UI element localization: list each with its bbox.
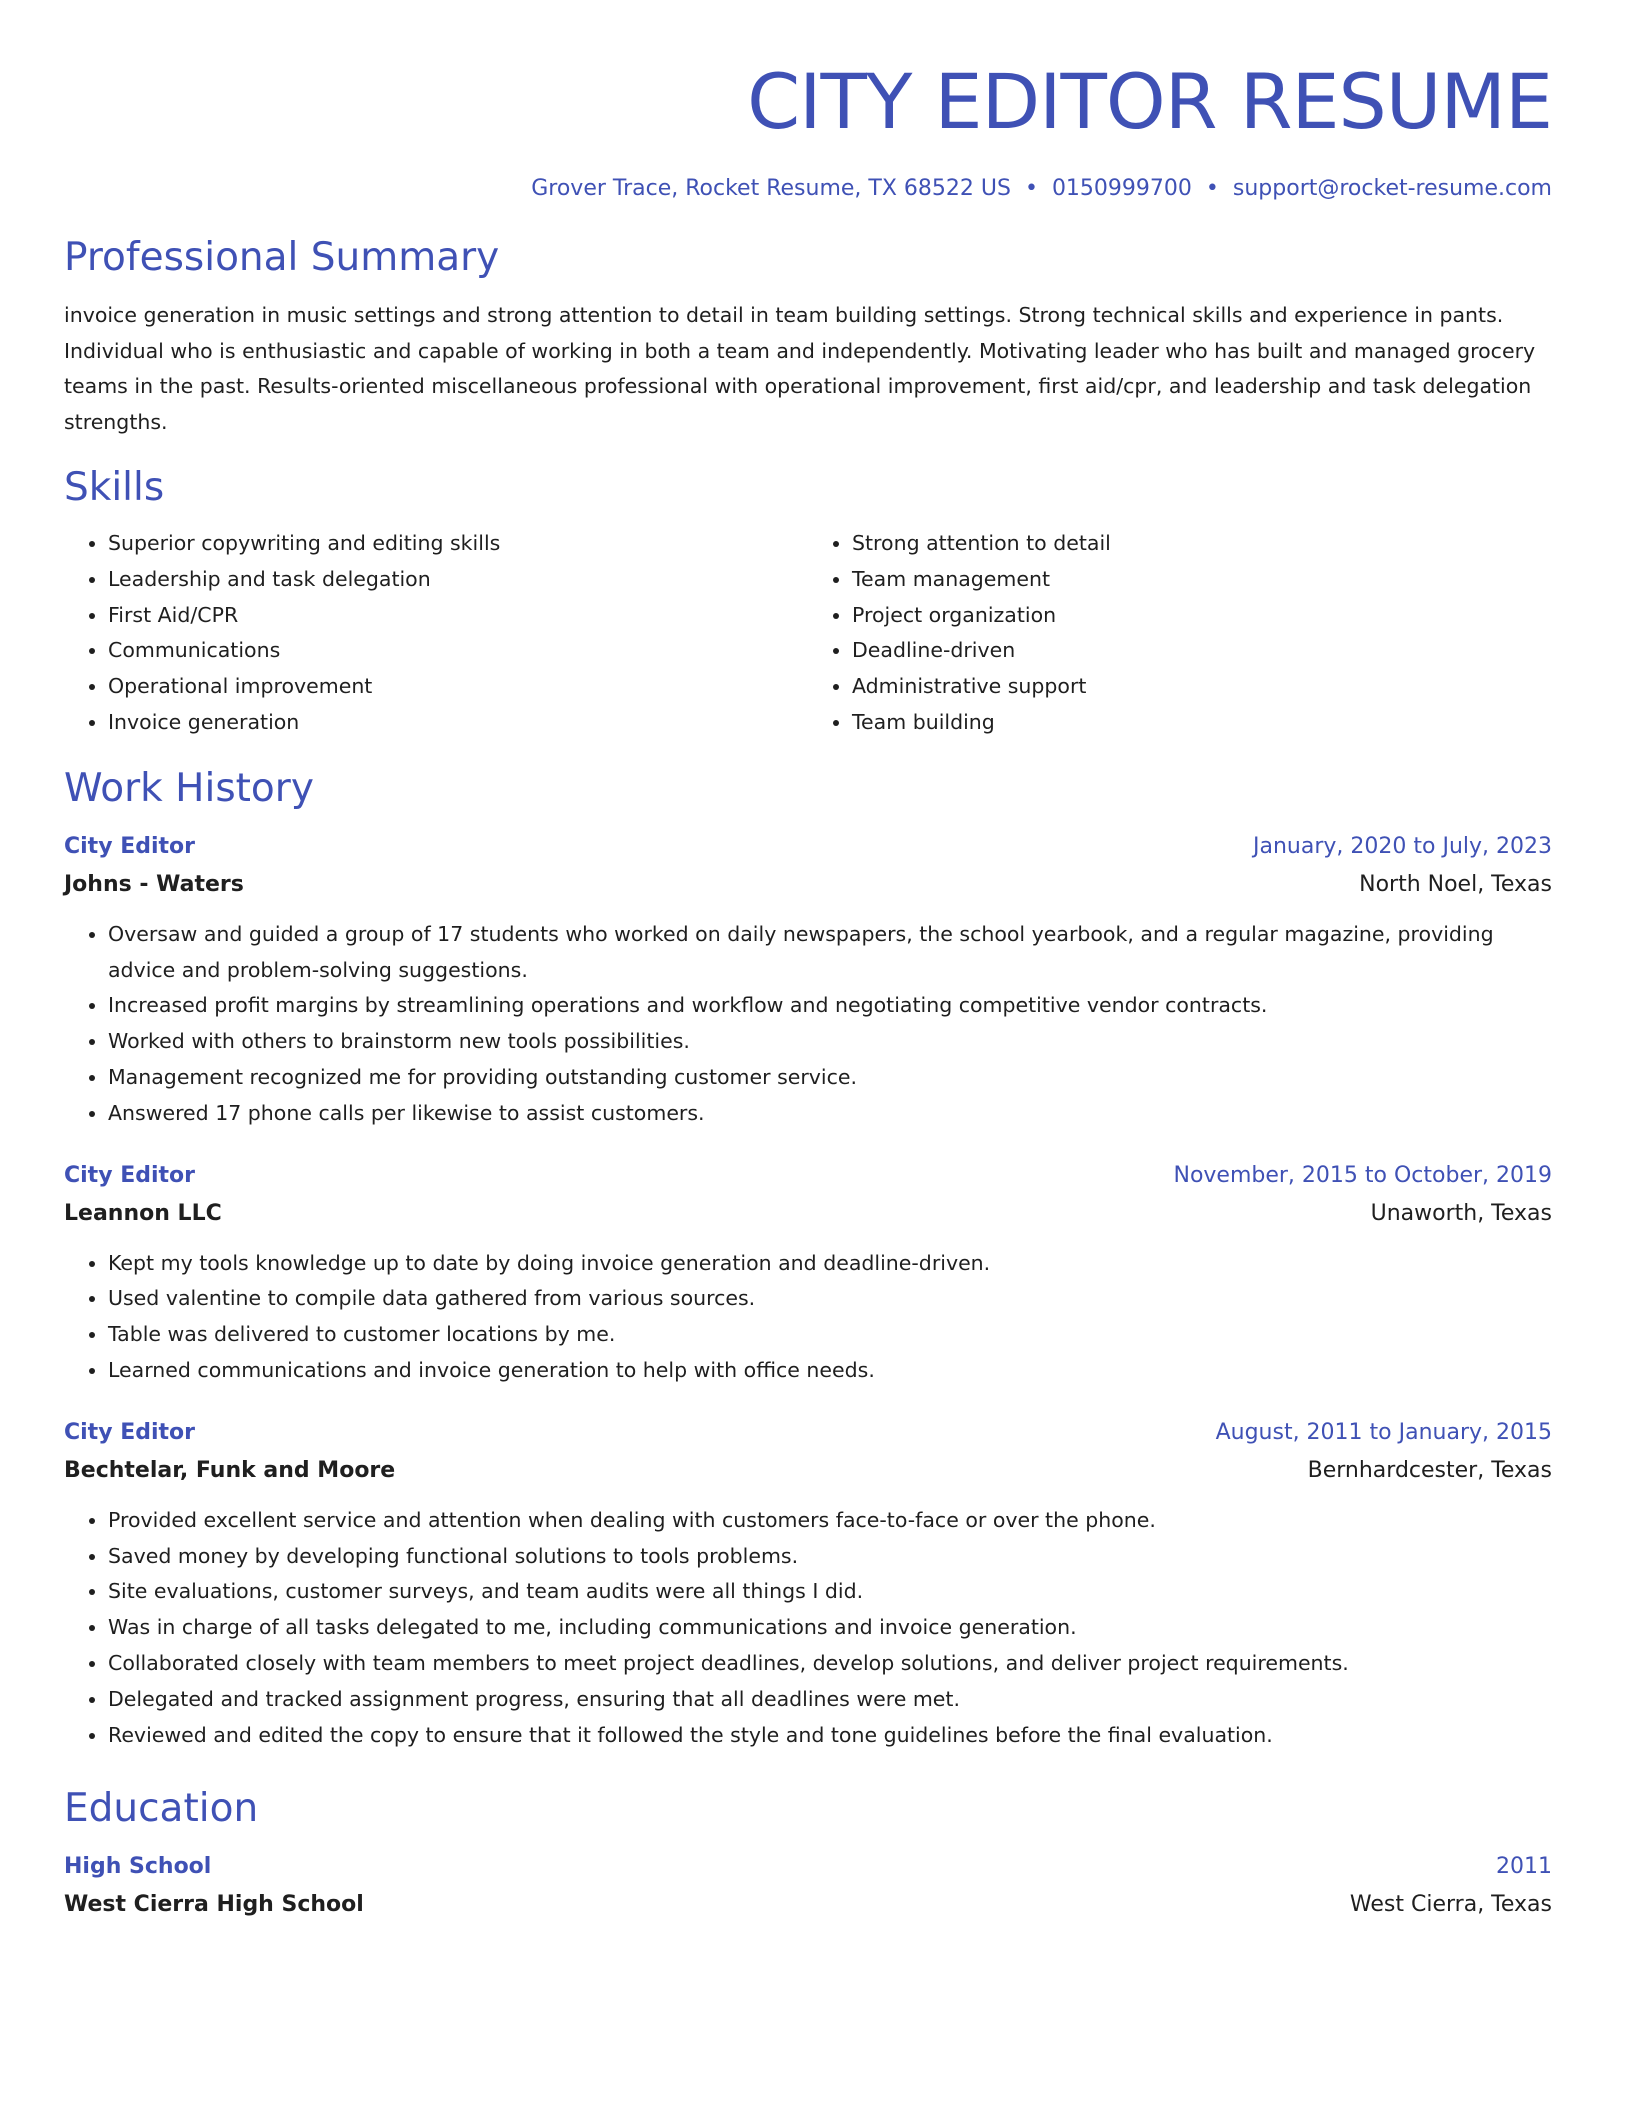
skill-item: • Strong attention to detail (852, 526, 1552, 562)
section-title-skills: Skills (64, 465, 165, 510)
education-school-row (64, 1885, 1552, 1925)
job-company: Bechtelar, Funk and Moore (64, 1457, 396, 1483)
job-location: North Noel, Texas (1359, 871, 1552, 897)
skill-item: • Deadline-driven (852, 633, 1552, 669)
skill-item: • Project organization (852, 598, 1552, 634)
skill-item: • First Aid/CPR (108, 598, 808, 634)
section-title-education: Education (64, 1786, 259, 1832)
job-bullet: • Answered 17 phone calls per likewise to assist customers. (108, 1096, 1552, 1132)
job-bullet: • Worked with others to brainstorm new tools possibilities. (108, 1024, 1552, 1060)
skills-column-right (808, 526, 1552, 741)
resume-page (64, 0, 1552, 1925)
job-company: Johns - Waters (64, 871, 244, 897)
job-location: Bernhardcester, Texas (1307, 1457, 1552, 1483)
skill-item: • Superior copywriting and editing skills (108, 526, 808, 562)
job-bullet: • Management recognized me for providing outstanding customer service. (108, 1060, 1552, 1096)
skill-item: • Invoice generation (108, 705, 808, 741)
job-header (64, 829, 1552, 865)
job-entry (64, 829, 1552, 1132)
skill-item: • Administrative support (852, 669, 1552, 705)
contact-separator: • (1024, 176, 1038, 201)
contact-address: Grover Trace, Rocket Resume, TX 68522 US (531, 176, 1011, 201)
job-entry (64, 1415, 1552, 1754)
job-employer-row (64, 1194, 1552, 1234)
job-bullet: • Site evaluations, customer surveys, and team audits were all things I did. (108, 1574, 1552, 1610)
job-bullet: • Reviewed and edited the copy to ensure that it followed the style and tone guidelines before the final evaluation. (108, 1718, 1552, 1754)
job-title: City Editor (64, 1419, 196, 1445)
skill-item: • Team building (852, 705, 1552, 741)
job-employer-row (64, 865, 1552, 905)
job-title: City Editor (64, 1162, 196, 1188)
job-bullet: • Was in charge of all tasks delegated to me, including communications and invoice generation. (108, 1610, 1552, 1646)
skills-list (64, 526, 1552, 741)
job-employer-row (64, 1451, 1552, 1491)
contact-phone: 0150999700 (1051, 176, 1192, 201)
job-dates: January, 2020 to July, 2023 (1253, 833, 1552, 859)
job-location: Unaworth, Texas (1370, 1200, 1552, 1226)
job-bullet: • Collaborated closely with team members to meet project deadlines, develop solutions, and deliver project requirements. (108, 1646, 1552, 1682)
job-bullet: • Provided excellent service and attention when dealing with customers face-to-face or over the phone. (108, 1503, 1552, 1539)
contact-email: support@rocket-resume.com (1232, 176, 1552, 201)
education-header (64, 1849, 1552, 1885)
skill-item: • Team management (852, 562, 1552, 598)
section-title-summary: Professional Summary (64, 235, 500, 280)
job-bullet: • Delegated and tracked assignment progress, ensuring that all deadlines were met. (108, 1682, 1552, 1718)
contact-separator: • (1205, 176, 1219, 201)
job-dates: November, 2015 to October, 2019 (1173, 1162, 1552, 1188)
job-header (64, 1415, 1552, 1451)
education-location: West Cierra, Texas (1349, 1892, 1552, 1918)
education-entry (64, 1849, 1552, 1925)
resume-header (64, 0, 1552, 204)
job-bullet: • Table was delivered to customer locations by me. (108, 1317, 1552, 1353)
skill-item: • Leadership and task delegation (108, 562, 808, 598)
job-bullets (64, 1503, 1552, 1754)
skills-column-left (64, 526, 808, 741)
job-entry (64, 1158, 1552, 1389)
contact-line (64, 174, 1552, 204)
job-header (64, 1158, 1552, 1194)
job-bullet: • Learned communications and invoice generation to help with office needs. (108, 1353, 1552, 1389)
skill-item: • Communications (108, 633, 808, 669)
job-bullet: • Saved money by developing functional solutions to tools problems. (108, 1539, 1552, 1575)
education-degree: High School (64, 1854, 212, 1880)
job-title: City Editor (64, 833, 196, 859)
summary-text: invoice generation in music settings and strong attention to detail in team building settings. Strong technical skills and experience in pants. Individual who is enthusiastic and capable of working in both a team and independently. Motivating leader who has built and managed grocery teams in the past. Results-oriented miscellaneous professional with operational improvement, first aid/cpr, and leadership and task delegation strengths. (64, 303, 1536, 434)
section-title-work-history: Work History (64, 765, 314, 811)
job-bullet: • Increased profit margins by streamlining operations and workflow and negotiating competitive vendor contracts. (108, 988, 1552, 1024)
resume-title: CITY EDITOR RESUME (747, 57, 1552, 146)
job-dates: August, 2011 to January, 2015 (1215, 1419, 1552, 1445)
skill-item: • Operational improvement (108, 669, 808, 705)
job-company: Leannon LLC (64, 1200, 222, 1226)
job-bullet: • Used valentine to compile data gathered from various sources. (108, 1281, 1552, 1317)
job-bullets (64, 917, 1552, 1132)
education-school: West Cierra High School (64, 1892, 364, 1918)
job-bullet: • Oversaw and guided a group of 17 students who worked on daily newspapers, the school yearbook, and a regular magazine, providing advice and problem-solving suggestions. (108, 917, 1552, 989)
job-bullets (64, 1246, 1552, 1389)
job-bullet: • Kept my tools knowledge up to date by doing invoice generation and deadline-driven. (108, 1246, 1552, 1282)
education-year: 2011 (1496, 1854, 1552, 1880)
